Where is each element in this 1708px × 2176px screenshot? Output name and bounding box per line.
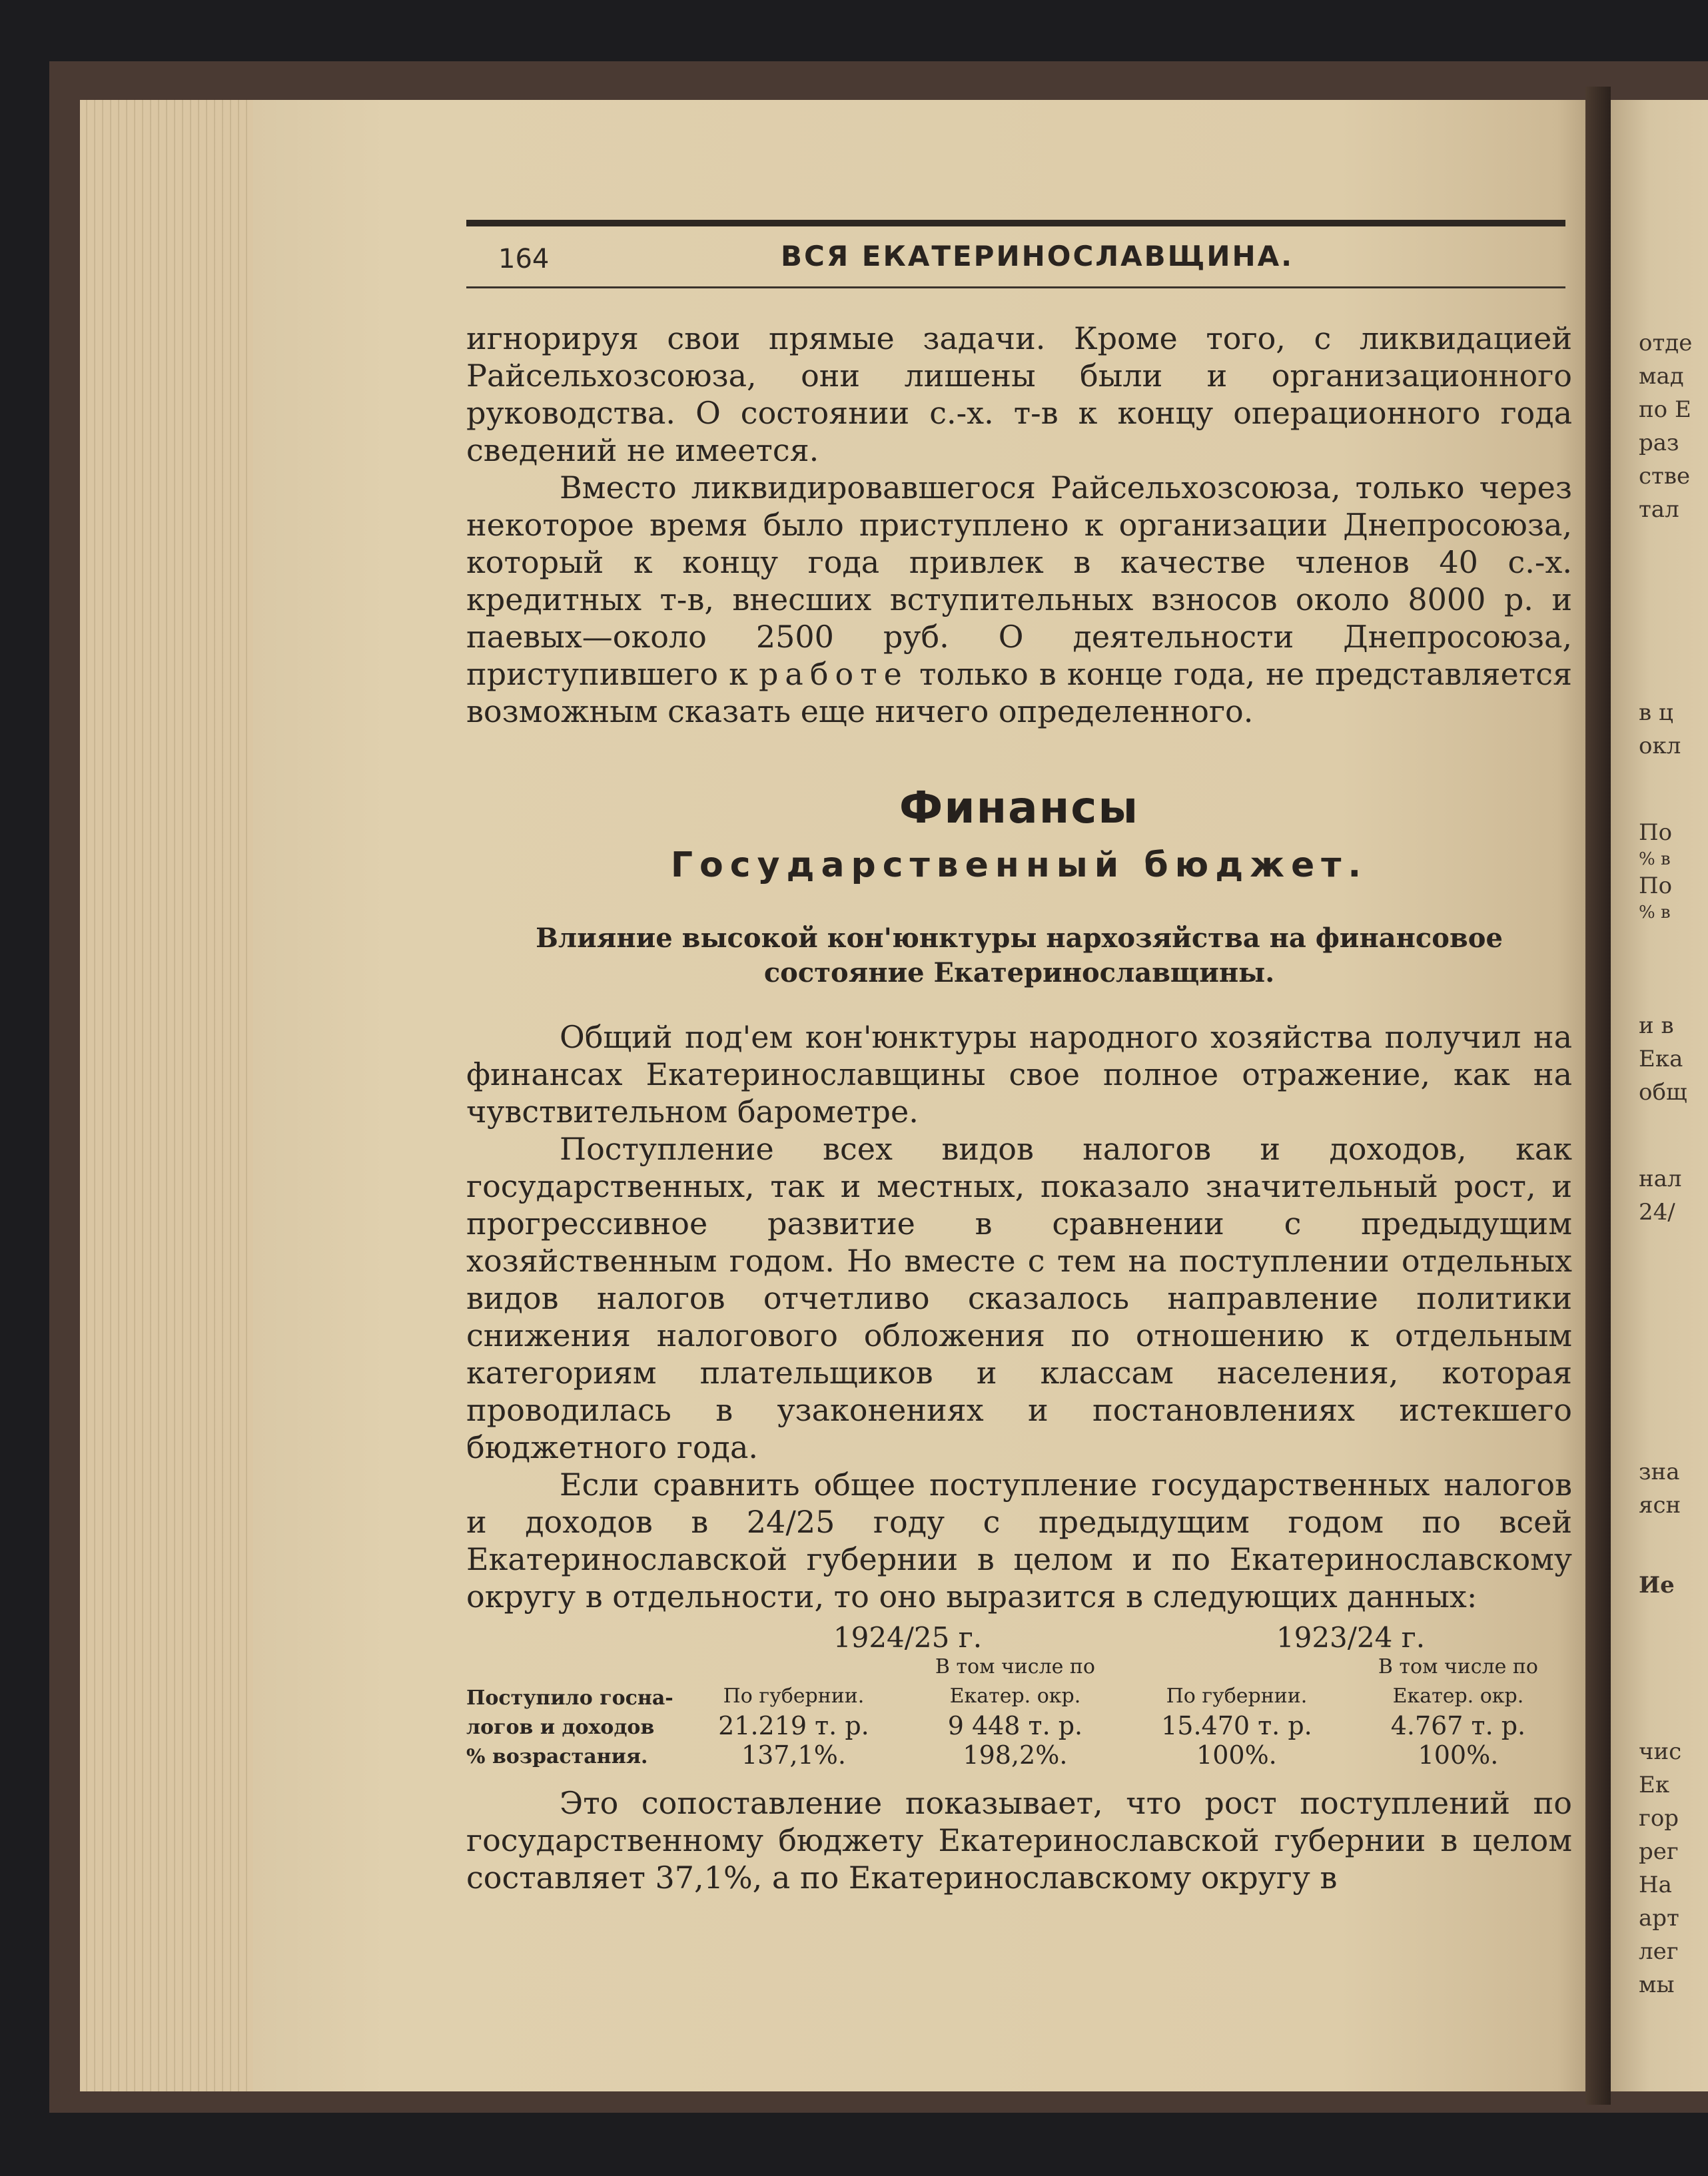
column-header: По губернии. [723,1684,865,1708]
year-header: 1923/24 г. [1276,1621,1426,1654]
right-page-fragment: По [1639,873,1673,899]
right-page-fragment: мад [1639,363,1684,390]
paragraph: Если сравнить общее поступление государственных налогов и доходов в 24/25 году с предыдущим годом по всей Екатеринославской губернии в целом и по Екатеринославскому округу в отдельности, то оно выразится в следующих данных: [466,1467,1572,1615]
year-header: 1924/25 г. [833,1621,983,1654]
right-page-fragment: и в [1639,1012,1674,1039]
paragraph-text: только в конце года, не представляется возможным сказать еще ничего определенного. [466,656,1572,729]
row-label: % возрастания. [466,1745,648,1768]
right-page-fragment: На [1639,1872,1672,1898]
column-header: По губернии. [1166,1684,1308,1708]
paragraph [466,469,1572,730]
paragraph: Поступление всех видов налогов и доходов, как государственных, так и местных, показало значительный рост, и прогрессивное развитие в сравнении с предыдущим хозяйственным годом. Но вместе с тем на поступлении отдельных видов налогов отчетливо сказалось направление политики снижения налогового обложения по отношению к отдельным категориям плательщиков и классам населения, которая проводилась в узаконениях и постановлениях истекшего бюджетного года. [466,1131,1572,1465]
right-page-fragment: ясн [1639,1492,1681,1519]
paragraph: Общий под'ем кон'юнктуры народного хозяйства получил на финансах Екатеринославщины свое полное отражение, как на чувствительном барометре. [466,1019,1572,1130]
book-gutter [1585,87,1611,2105]
right-page-fragment: рег [1639,1838,1679,1865]
subheading-line: состояние Екатеринославщины. [763,957,1275,988]
page-body [466,320,1572,1896]
row-label: Поступило госна- [466,1686,673,1710]
right-page-fragment: % в [1639,849,1671,869]
subheading-line: Влияние высокой кон'юнктуры нархозяйства на финансовое [536,922,1503,954]
right-page-fragment: зна [1639,1459,1680,1485]
header-rule-bottom [466,286,1565,288]
right-page-fragment: в ц [1639,699,1673,726]
right-page-fragment: нал [1639,1166,1682,1192]
right-page-fragment: лег [1639,1938,1679,1965]
paragraph: Это сопоставление показывает, что рост поступлений по государственному бюджету Екатеринославской губернии в целом составляет 37,1%, а по Екатеринославскому округу в [466,1785,1572,1896]
right-page-fragment: раз [1639,430,1679,456]
column-header: Екатер. окр. [1392,1684,1524,1708]
incl-label: В том числе по [1378,1655,1538,1678]
table-cell: 137,1%. [741,1740,846,1770]
table-cell: 198,2%. [963,1740,1068,1770]
page-edges [80,100,280,2091]
right-page-fragment: Ека [1639,1046,1683,1072]
table-cell: 100%. [1196,1740,1277,1770]
paragraph: игнорируя свои прямые задачи. Кроме того, с ликвидацией Райсельхозсоюза, они лишены были и организационного руководства. О состоянии с.-х. т-в к концу операционного года сведений не имеется. [466,320,1572,468]
row-label: логов и доходов [466,1716,655,1739]
table-cell: 15.470 т. р. [1161,1711,1312,1740]
spaced-word: работе [758,656,909,692]
page-number: 164 [498,244,550,274]
right-page-fragment: стве [1639,463,1691,490]
running-title: ВСЯ ЕКАТЕРИНОСЛАВЩИНА. [781,240,1294,272]
right-page-fragment: отде [1639,330,1693,356]
right-page-fragment: чис [1639,1738,1682,1765]
paragraph-text: Вместо ликвидировавшегося Райсельхозсоюза, только через некоторое время было приступлено к организации Днепросоюза, который к концу года привлек в качестве членов 40 с.-х. кредитных т-в, внесших вступительных взносов около 8000 р. и паевых—около 2500 руб. О деятельности Днепросоюза, приступившего к [466,470,1572,692]
table-cell: 9 448 т. р. [947,1711,1083,1740]
right-page [1611,100,1708,2091]
table-cell: 100%. [1418,1740,1499,1770]
right-page-fragment: тал [1639,496,1679,523]
right-page-fragment: арт [1639,1905,1679,1932]
right-page-fragment: окл [1639,733,1681,759]
table-cell: 21.219 т. р. [718,1711,869,1740]
right-page-fragment: Ек [1639,1772,1670,1798]
incl-label: В том числе по [935,1655,1095,1678]
header-rule-top [466,220,1565,226]
subsection-title: Государственный бюджет. [670,845,1368,885]
right-page-fragment: гор [1639,1805,1679,1832]
right-page-fragment: общ [1639,1079,1687,1106]
subheading [466,921,1572,990]
revenue-table [466,1611,1572,1770]
right-page-fragment: По [1639,819,1673,846]
right-page-fragment: по Е [1639,396,1691,423]
right-page-fragment: 24/ [1639,1199,1675,1226]
right-page-fragment: % в [1639,903,1671,922]
table-cell: 4.767 т. р. [1390,1711,1526,1740]
column-header: Екатер. окр. [949,1684,1081,1708]
right-page-fragment: мы [1639,1972,1675,1998]
section-title: Финансы [899,782,1140,833]
right-page-fragment: Ие [1639,1572,1675,1599]
